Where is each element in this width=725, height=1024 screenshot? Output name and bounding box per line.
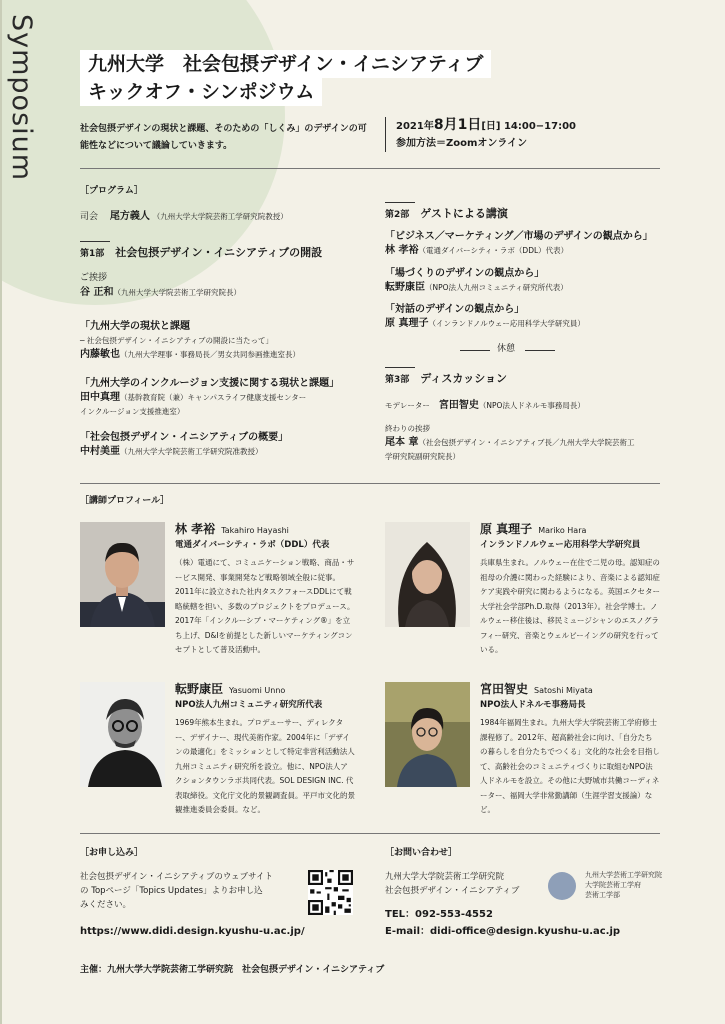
organizer: 主催：九州大学大学院芸術工学研究院 社会包摂デザイン・イニシアティブ: [80, 965, 385, 975]
qr-code-icon: [308, 870, 353, 915]
profile-org-4: NPO法人ドネルモ事務局長: [480, 700, 586, 710]
kyushu-university-logo-icon: [548, 872, 576, 900]
talk-1: 「九州大学の現状と課題 ─ 社会包摂デザイン・イニシアティブの開設に当たって」 内藤敏也（九州大学理事・事務局長／男女共同参画推進室長）: [80, 321, 300, 360]
profile-bio-1: （株）電通にて、コミュニケーション戦略、商品・サービス開発、事業開発など戦略領域全般に従事。2011年に設立された社内タスクフォースDDLにて戦略統轄を担い、多数のプロジェクトをプロデュース。2017年「インクルーシブ・マーケティング®」を立ち上げ、D&Iを前提とした新しいマーケティングコンセプトとして普及活動中。: [175, 558, 355, 654]
title-line-1: 九州大学 社会包摂デザイン・イニシアティブ: [80, 50, 491, 78]
talk-2: 「九州大学のインクルージョン支援に関する現状と課題」 田中真理（基幹教育院（兼）キャンパスライフ健康支援センター インクルージョン支援推進室）: [80, 378, 340, 416]
event-date: 2021年8月1日[日] 14:00−17:00: [396, 117, 576, 133]
part3-heading: 第3部 ディスカッション: [385, 372, 508, 385]
profile-name-4: 宮田智史 Satoshi Miyata: [480, 682, 593, 696]
profile-org-2: インランドノルウェー応用科学大学研究員: [480, 540, 641, 550]
part2-heading: 第2部 ゲストによる講演: [385, 207, 508, 220]
break-label: 休憩: [497, 344, 516, 354]
profile-org-3: NPO法人九州コミュニティ研究所代表: [175, 700, 323, 710]
guest-talk-1: 「ビジネス／マーケティング／市場のデザインの観点から」 林 孝裕（電通ダイバーシティ・ラボ（DDL）代表）: [385, 231, 653, 256]
contact-org: 九州大学大学院芸術工学研究院 社会包摂デザイン・イニシアティブ: [385, 872, 520, 896]
apply-url-link[interactable]: https://www.didi.design.kyushu-u.ac.jp/: [80, 926, 305, 937]
greeting-line: 谷 正和（九州大学大学院芸術工学研究院長）: [80, 287, 241, 298]
event-info: [385, 117, 576, 152]
closing-block: 終わりの挨拶 尾本 章（社会包摂デザイン・イニシアティブ長／九州大学大学院芸術工 学研究院副研究院長）: [385, 424, 635, 461]
part-bar: [385, 367, 415, 368]
part1-heading: 第1部 社会包摂デザイン・イニシアティブの開設: [80, 246, 323, 259]
host-line: 司会 尾方義人 （九州大学大学院芸術工学研究院教授）: [80, 211, 288, 222]
moderator-line: モデレーター 宮田智史（NPO法人ドネルモ事務局長）: [385, 400, 585, 411]
divider: [80, 483, 660, 484]
profile-name-2: 原 真理子 Mariko Hara: [480, 522, 587, 536]
apply-label: ［お申し込み］: [80, 848, 144, 858]
program-label: ［プログラム］: [80, 186, 143, 196]
guest-talk-3: 「対話のデザインの観点から」 原 真理子（インランドノルウェー応用科学大学研究員）: [385, 304, 585, 329]
part-bar: [385, 202, 415, 203]
photo-hayashi: [80, 522, 165, 627]
photo-unno: [80, 682, 165, 787]
greeting-label: ご挨拶: [80, 273, 108, 283]
photo-hara: [385, 522, 470, 627]
logo-text: 九州大学芸術工学研究院 大学院芸術工学府 芸術工学部: [585, 871, 662, 899]
title-line-2: キックオフ・シンポジウム: [80, 78, 322, 106]
talk-3: 「社会包摂デザイン・イニシアティブの概要」 中村美亜（九州大学大学院芸術工学研究院准教授）: [80, 432, 289, 457]
intro-text: 社会包摂デザインの現状と課題、そのための「しくみ」のデザインの可能性などについて議論していきます。: [80, 124, 367, 151]
edge-line: [0, 0, 2, 1024]
profile-org-1: 電通ダイバーシティ・ラボ（DDL）代表: [175, 540, 330, 550]
break-line-left: [460, 350, 490, 351]
profile-bio-3: 1969年熊本生まれ。プロデューサー、ディレクター、デザイナー、現代美術作家。2004年に「デザインの最適化」をミッションとして特定非営利活動法人九州コミュニティ研究所を設立。他に、NPO法人アクションタウンラボ共同代表。SOL DESIGN INC. 代表取締役。文化庁文化的景観調査員。平戸市文化的景観推進委員会委員。など。: [175, 718, 355, 814]
vertical-title: Symposium: [6, 14, 37, 182]
guest-talk-2: 「場づくりのデザインの観点から」 転野康臣（NPO法人九州コミュニティ研究所代表）: [385, 268, 568, 293]
event-date-big: 8月1日: [433, 117, 482, 133]
profile-name-3: 転野康臣 Yasuomi Unno: [175, 682, 286, 696]
divider: [80, 833, 660, 834]
photo-miyata: [385, 682, 470, 787]
contact-tel: TEL：092-553-4552: [385, 909, 493, 920]
profile-bio-4: 1984年福岡生まれ。九州大学大学院芸術工学府修士課程修了。2012年、超高齢社会に向け、「自分たちの暮らしを自分たちでつくる」文化的な社会を目指して、高齢社会のコミュニティづくりに取組むNPO法人ドネルモを設立。その他に大野城市共働コーディネーター、福岡大学非常勤講師（生涯学習支援論）など。: [480, 718, 660, 814]
part-bar: [80, 241, 110, 242]
divider: [80, 168, 660, 169]
apply-text: 社会包摂デザイン・イニシアティブのウェブサイト の Topページ「Topics Updates」よりお申し込 みください。: [80, 872, 273, 910]
profile-bio-2: 兵庫県生まれ。ノルウェー在住で二児の母。認知症の祖母の介護に関わった経験により、音楽による認知症ケア実践や研究に関わるようになる。英国エクセター大学社会学部Ph.D.取得（2013年）。社会学博士。ノルウェー移住後は、移民ミュージシャンのエスノグラフィー研究、音楽とウェルビーイングの研究を行っている。: [480, 558, 660, 654]
profiles-label: ［講師プロフィール］: [80, 496, 170, 506]
break-line-right: [525, 350, 555, 351]
profile-name-1: 林 孝裕 Takahiro Hayashi: [175, 522, 289, 536]
contact-label: ［お問い合わせ］: [385, 848, 458, 858]
event-method: 参加方法＝Zoomオンライン: [396, 138, 528, 149]
contact-email-link[interactable]: E-mail：didi-office@design.kyushu-u.ac.jp: [385, 926, 621, 937]
